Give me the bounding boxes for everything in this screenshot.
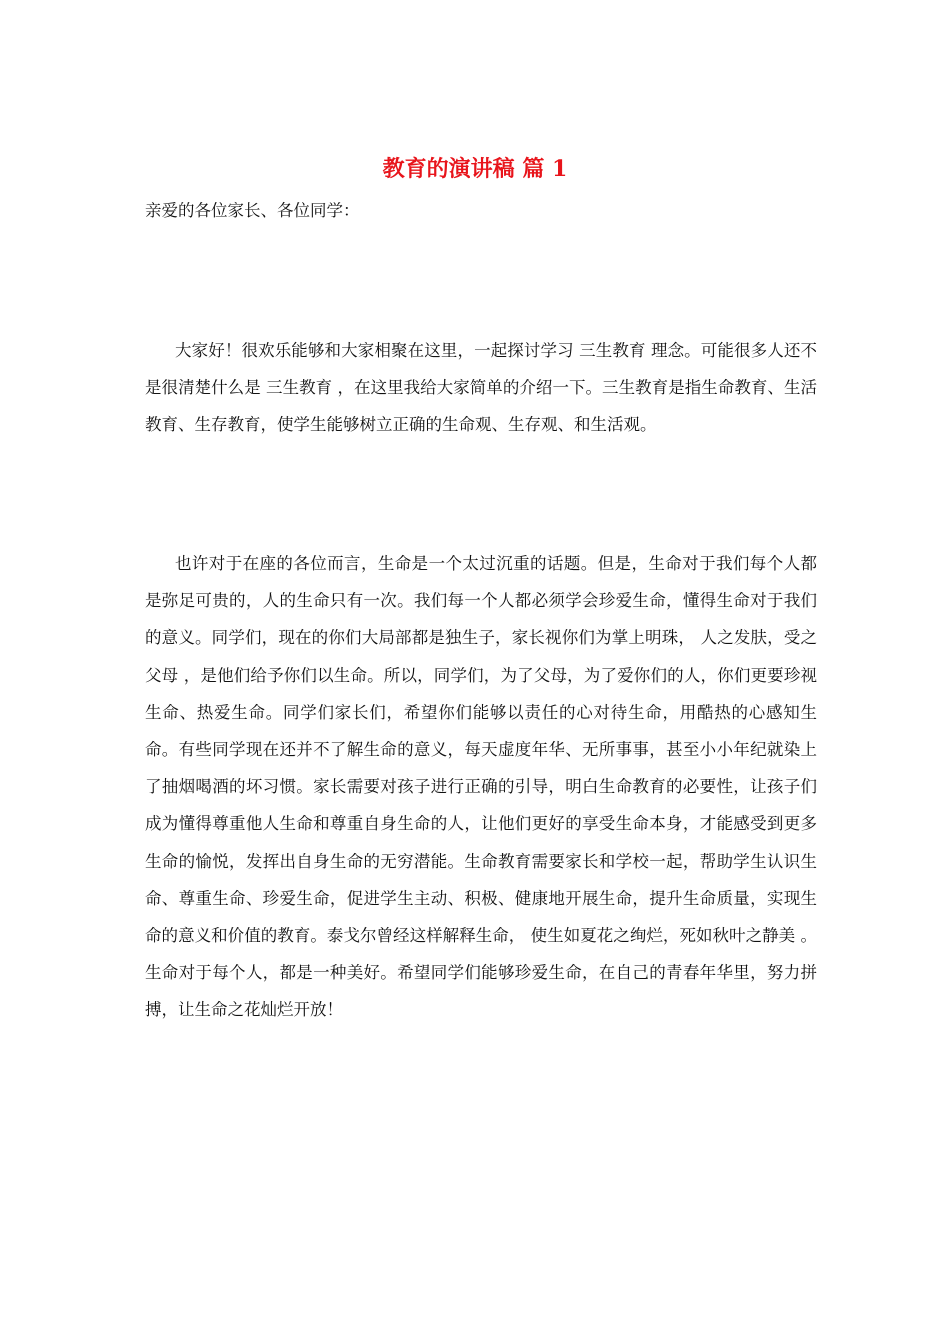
- paragraph-intro: 大家好！很欢乐能够和大家相聚在这里，一起探讨学习 三生教育 理念。可能很多人还不是很清楚什么是 三生教育 ，在这里我给大家简单的介绍一下。三生教育是指生命教育、生活教育、生存教育，使学生能够树立正确的生命观、生存观、和生活观。: [145, 341, 817, 435]
- paragraph-body: 也许对于在座的各位而言，生命是一个太过沉重的话题。但是，生命对于我们每个人都是弥足可贵的，人的生命只有一次。我们每一个人都必须学会珍爱生命，懂得生命对于我们的意义。同学们，现在的你们大局部都是独生子，家长视你们为掌上明珠， 人之发肤，受之父母 ，是他们给予你们以生命。所以，同学们，为了父母，为了爱你们的人，你们更要珍视生命、热爱生命。同学们家长们，希望你们能够以责任的心对待生命，用酷热的心感知生命。有些同学现在还并不了解生命的意义，每天虚度年华、无所事事，甚至小小年纪就染上了抽烟喝酒的坏习惯。家长需要对孩子进行正确的引导，明白生命教育的必要性，让孩子们成为懂得尊重他人生命和尊重自身生命的人，让他们更好的享受生命本身，才能感受到更多生命的愉悦，发挥出自身生命的无穷潜能。生命教育需要家长和学校一起，帮助学生认识生命、尊重生命、珍爱生命，促进学生主动、积极、健康地开展生命，提升生命质量，实现生命的意义和价值的教育。泰戈尔曾经这样解释生命， 使生如夏花之绚烂，死如秋叶之静美 。生命对于每个人，都是一种美好。希望同学们能够珍爱生命，在自己的青春年华里，努力拼搏，让生命之花灿烂开放！: [145, 554, 817, 1020]
- document-title: 教育的演讲稿 篇 1: [382, 156, 568, 182]
- salutation: 亲爱的各位家长、各位同学：: [145, 201, 360, 220]
